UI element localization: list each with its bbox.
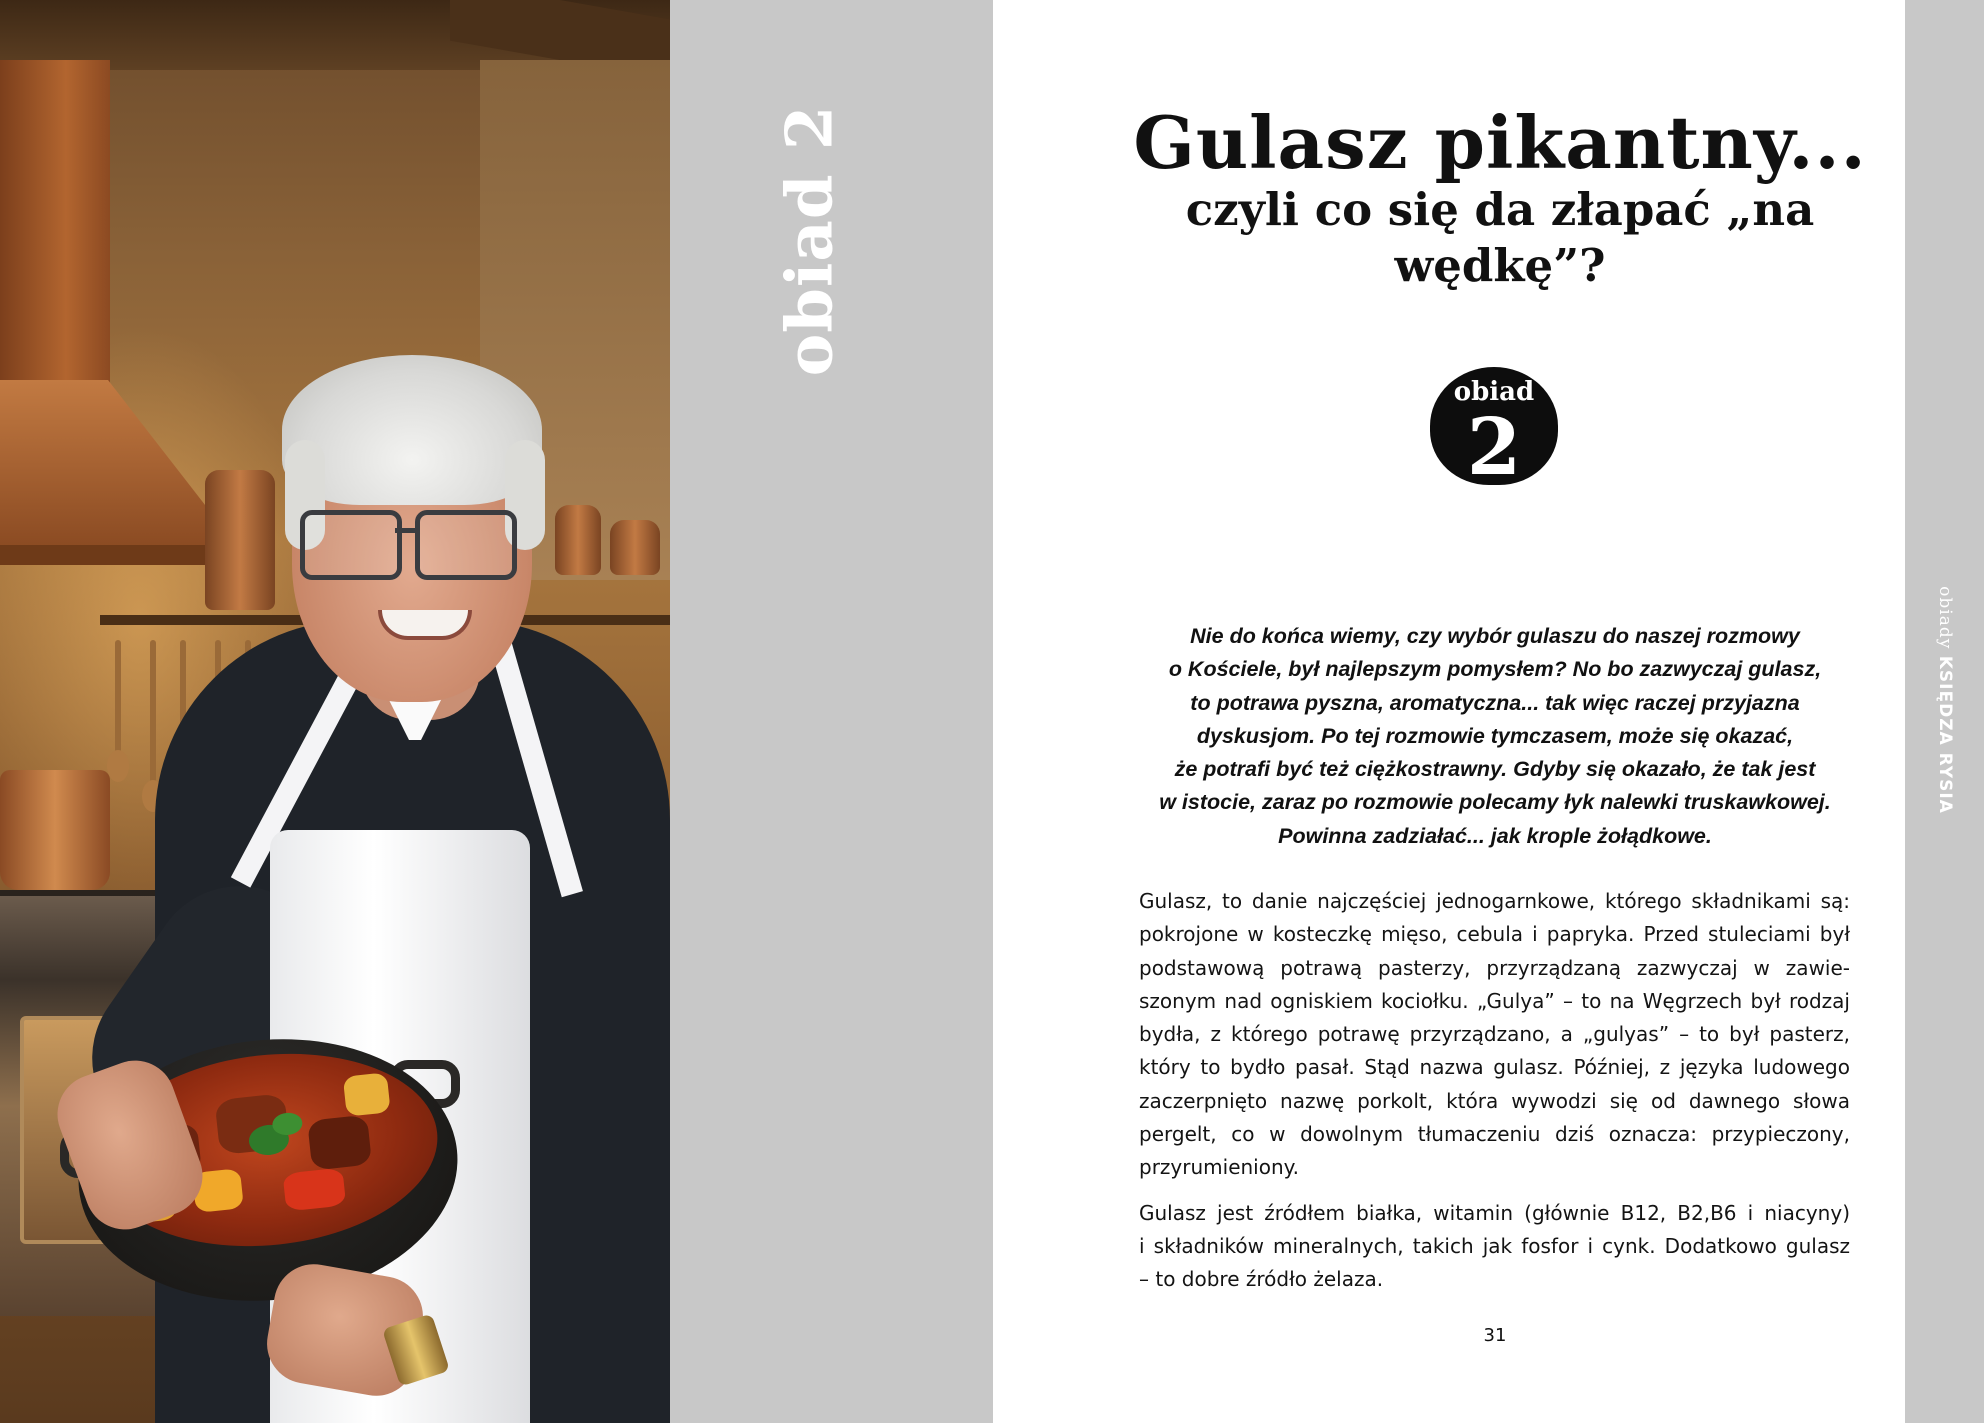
body-line: podstawową potrawą pasterzy, przyrządzaną zazwyczaj w zawie- [1139, 955, 1850, 980]
glasses-lens [415, 510, 517, 580]
body-line: Gulasz jest źródłem białka, witamin (głównie B12, B2,B6 i niacyny) [1139, 1200, 1850, 1225]
body-paragraph-1 [1139, 885, 1850, 1185]
body-line: i składników mineralnych, takich jak fosfor i cynk. Dodatkowo gulasz [1139, 1233, 1850, 1258]
chapter-side-label-text: obiad 2 [772, 104, 848, 376]
intro-line: Powinna zadziałać... jak krople żołądkowe. [1278, 823, 1712, 848]
glasses-lens [300, 510, 402, 580]
page-number: 31 [1483, 1325, 1507, 1346]
body-line: pergelt, co w dowolnym tłumaczeniu dziś oznacza: przypieczony, [1139, 1122, 1850, 1147]
body-line: bydła, z którego potrawę przyrządzano, a „gulyas” – to był pasterz, [1139, 1022, 1850, 1047]
chapter-side-label [760, 105, 860, 375]
body-paragraph-2 [1139, 1197, 1850, 1297]
glasses-bridge [395, 528, 417, 533]
intro-line: że potrafi być też ciężkostrawny. Gdyby się okazało, że tak jest [1174, 757, 1816, 782]
intro-line: to potrawa pyszna, aromatyczna... tak więc raczej przyjazna [1190, 690, 1800, 715]
badge-number: 2 [1466, 402, 1522, 485]
running-header [1905, 580, 1984, 820]
body-line: szonym nad ogniskiem kociołku. „Gulya” – to na Węgrzech był rodzaj [1139, 988, 1850, 1013]
body-line: który to bydło pasał. Stąd nazwa gulasz. Później, z języka ludowego [1139, 1055, 1850, 1080]
chapter-badge [1430, 367, 1558, 485]
body-line: – to dobre źródło żelaza. [1139, 1267, 1384, 1292]
title-line-2: czyli co się da złapać „na wędkę”? [1185, 183, 1815, 292]
body-line: pokrojone w kosteczkę mięso, cebula i papryka. Przed stuleciami był [1139, 922, 1850, 947]
body-line: zaczerpnięto nazwę porkolt, która wywodzi się od dawnego słowa [1139, 1088, 1850, 1113]
body-line: przyrumieniony. [1139, 1155, 1299, 1180]
title-line-1: Gulasz pikantny... [1133, 100, 1867, 185]
running-header-prefix: obiady [1934, 586, 1955, 650]
page-title [1100, 100, 1900, 294]
priest-with-goulash-photo [0, 0, 670, 1423]
body-line: Gulasz, to danie najczęściej jednogarnkowe, którego składnikami są: [1139, 889, 1850, 913]
intro-line: Nie do końca wiemy, czy wybór gulaszu do naszej rozmowy [1190, 624, 1800, 648]
body-text [1139, 885, 1850, 1297]
intro-paragraph [1140, 620, 1850, 853]
running-header-bold: KSIĘDZA RYSIA [1934, 655, 1955, 814]
priest-figure [0, 0, 670, 1423]
badge-word: obiad [1453, 377, 1535, 407]
intro-line: dyskusjom. Po tej rozmowie tymczasem, może się okazać, [1196, 723, 1794, 748]
running-header-text [1935, 586, 1955, 814]
intro-line: o Kościele, był najlepszym pomysłem? No bo zazwyczaj gulasz, [1168, 657, 1822, 682]
intro-line: w istocie, zaraz po rozmowie polecamy łyk nalewki truskawkowej. [1159, 790, 1831, 815]
